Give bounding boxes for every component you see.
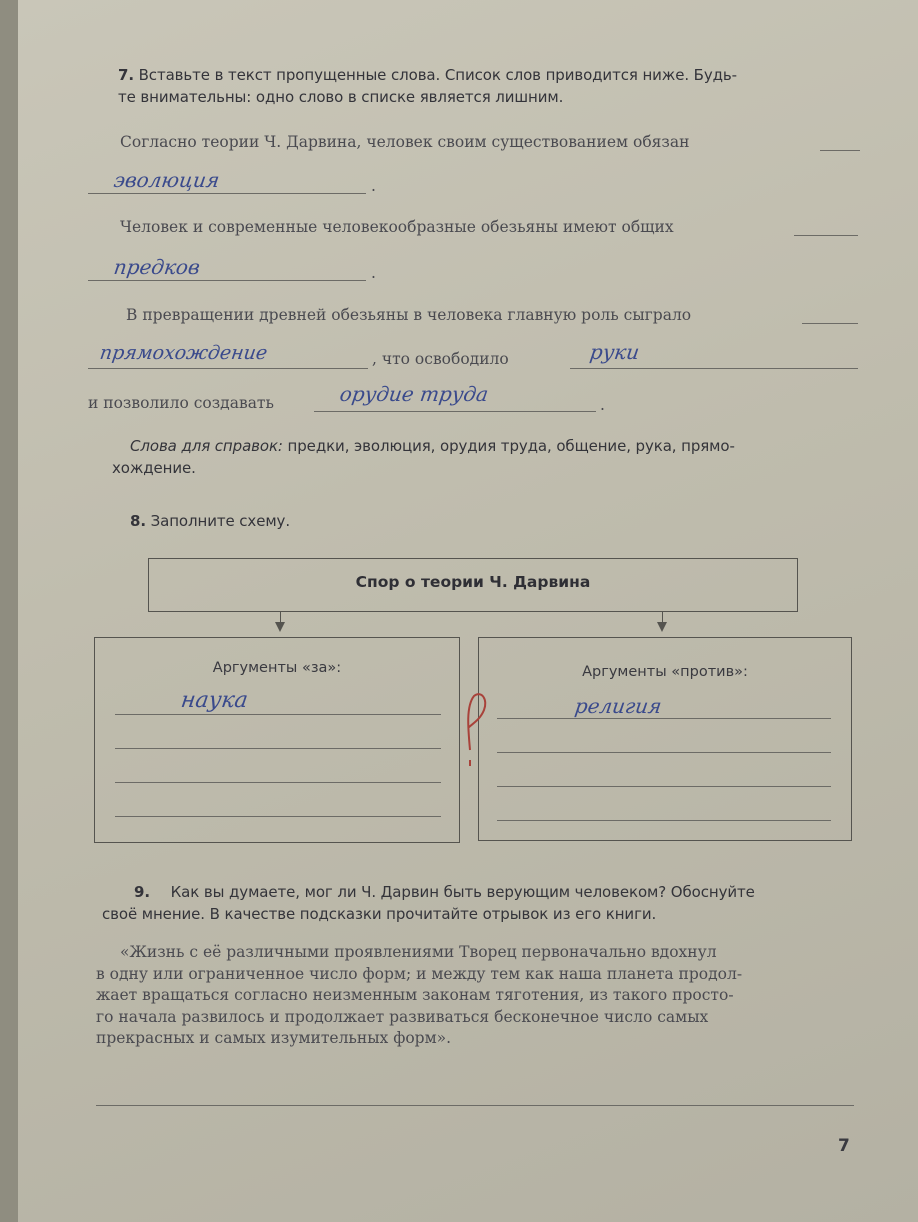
arguments-for-line4[interactable] — [115, 816, 441, 817]
arguments-for-line2[interactable] — [115, 748, 441, 749]
task7-answer3[interactable]: прямохождение — [98, 342, 269, 364]
task7-blank1b[interactable] — [88, 193, 366, 194]
task7-period1: . — [371, 177, 376, 195]
task7-answer1[interactable]: эволюция — [112, 168, 221, 192]
task8-instruction: 8. Заполните схему. — [130, 512, 290, 530]
task7-answer2[interactable]: предков — [112, 255, 202, 279]
task7-reference-label: Слова для справок: — [130, 437, 283, 455]
task7-sentence3: В превращении древней обезьяны в человека главную роль сыграло — [126, 306, 692, 324]
task7-number: 7. — [118, 66, 134, 84]
arguments-for-heading: Аргументы «за»: — [212, 660, 342, 676]
task7-instruction-line2: те внимательны: одно слово в списке является лишним. — [118, 88, 564, 106]
page-number: 7 — [838, 1136, 850, 1156]
arguments-against-line3[interactable] — [497, 786, 831, 787]
quote-line: в одну или ограниченное число форм; и между тем как наша планета продол- — [96, 964, 743, 983]
task8-number: 8. — [130, 512, 146, 530]
quote-line: го начала развилось и продолжает развиваться бесконечное число самых — [96, 1007, 709, 1026]
quote-line: жает вращаться согласно неизменным законам тяготения, из такого просто- — [96, 986, 734, 1004]
scheme-title-box — [148, 558, 798, 612]
arguments-against-line1[interactable] — [497, 718, 831, 719]
task9-number: 9. — [134, 883, 150, 901]
task7-blank2b[interactable] — [88, 280, 366, 281]
arguments-against-line4[interactable] — [497, 820, 831, 821]
task7-reference-line1: Слова для справок: предки, эволюция, орудия труда, общение, рука, прямо- — [130, 437, 735, 455]
task9-instruction-line1: 9. Как вы думаете, мог ли Ч. Дарвин быть верующим человеком? Обоснуйте — [134, 883, 755, 901]
task7-blank3b[interactable] — [88, 368, 368, 369]
task9-instruction-line2: своё мнение. В качестве подсказки прочитайте отрывок из его книги. — [102, 905, 657, 923]
left-arrow-head — [275, 622, 285, 632]
task7-blank1a[interactable] — [820, 150, 860, 151]
task7-answer5[interactable]: орудие труда — [338, 382, 490, 406]
task7-blank3a[interactable] — [802, 323, 858, 324]
task7-sentence1: Согласно теории Ч. Дарвина, человек своим существованием обязан — [120, 133, 690, 151]
task7-sentence2: Человек и современные человекообразные обезьяны имеют общих — [120, 218, 674, 236]
arguments-for-line1[interactable] — [115, 714, 441, 715]
task7-blank5[interactable] — [314, 411, 596, 412]
scheme-title: Спор о теории Ч. Дарвина — [355, 573, 591, 591]
task7-answer4[interactable]: руки — [588, 340, 641, 364]
task7-reference-line2: хождение. — [112, 459, 196, 477]
arguments-for-answer[interactable]: наука — [179, 688, 250, 713]
arguments-for-box — [94, 637, 460, 843]
right-arrow-head — [657, 622, 667, 632]
task9-answer-line[interactable] — [96, 1105, 854, 1106]
arguments-against-box — [478, 637, 852, 841]
arguments-for-line3[interactable] — [115, 782, 441, 783]
task7-instruction-line1: 7. Вставьте в текст пропущенные слова. Список слов приводится ниже. Будь- — [118, 66, 737, 84]
task7-sentence3-mid: , что освободило — [372, 350, 509, 368]
task7-sentence3-end: и позволило создавать — [88, 394, 274, 412]
task7-period2: . — [371, 264, 376, 282]
task7-blank2a[interactable] — [794, 235, 858, 236]
quote-line: «Жизнь с её различными проявлениями Творец первоначально вдохнул — [120, 943, 717, 961]
arguments-against-answer[interactable]: религия — [573, 694, 664, 718]
task7-period3: . — [600, 396, 605, 414]
red-pen-mark — [456, 688, 496, 768]
quote-line: прекрасных и самых изумительных форм». — [96, 1029, 452, 1047]
arguments-against-heading: Аргументы «против»: — [582, 664, 748, 680]
task7-blank4[interactable] — [570, 368, 858, 369]
task9-quote — [96, 942, 856, 1050]
arguments-against-line2[interactable] — [497, 752, 831, 753]
workbook-page — [18, 0, 918, 1222]
